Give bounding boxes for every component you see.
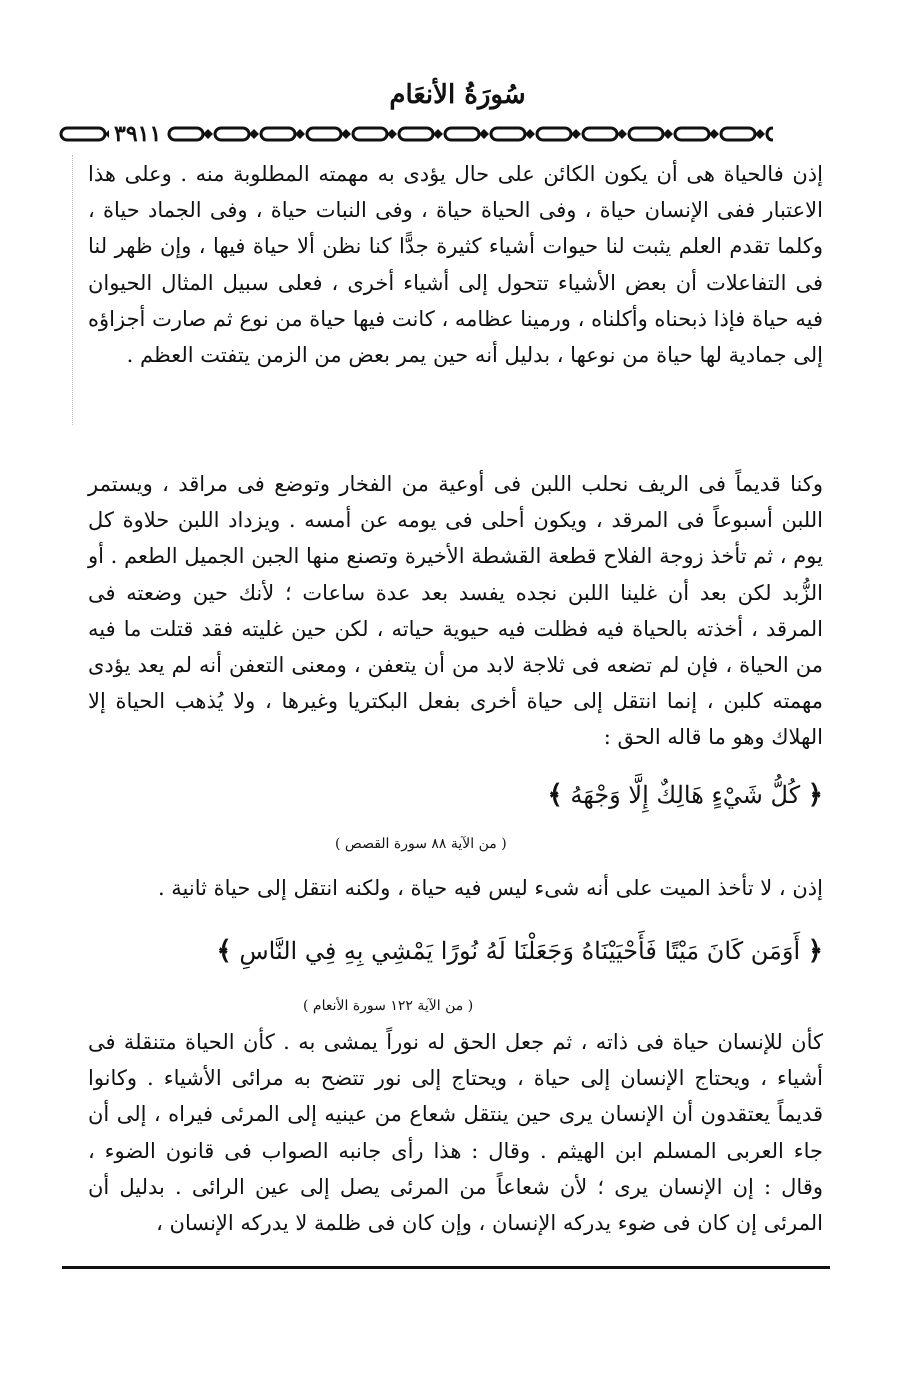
ornament-oval bbox=[261, 128, 295, 140]
verse-reference-2: ( من الآية ١٢٢ سورة الأنعام ) bbox=[303, 998, 474, 1014]
verse-close-bracket: ﴾ bbox=[216, 936, 232, 966]
left-ornament bbox=[58, 123, 110, 145]
ornament-oval bbox=[583, 128, 617, 140]
ornament-diamond bbox=[341, 129, 351, 139]
ornament-diamond bbox=[709, 129, 719, 139]
ornament-oval bbox=[169, 128, 203, 140]
ornament-diamond bbox=[663, 129, 673, 139]
ornament-diamond bbox=[387, 129, 397, 139]
ornament-diamond bbox=[479, 129, 489, 139]
ornament-oval bbox=[353, 128, 387, 140]
verse-open-bracket: ﴿ bbox=[807, 936, 823, 966]
ornament-oval bbox=[307, 128, 341, 140]
ornament-oval bbox=[491, 128, 525, 140]
paragraph-1: إذن فالحياة هى أن يكون الكائن على حال يؤدى به مهمته المطلوبة منه . وعلى هذا الاعتبار ففى الإنسان حياة ، وفى الحياة حياة ، وفى النبات حياة ، وفى الجماد حياة ، وكلما تقدم العلم يثبت لنا حيوات أشياء كثيرة جدًّا كنا نظن ألا حياة فيها ، وإن ظهر لنا فى التفاعلات أن بعض الأشياء تتحول إلى أشياء أخرى ، فعلى سبيل المثال الحيوان فيه حياة فإذا ذبحناه وأكلناه ، ورمينا عظامه ، كانت فيها حياة من نوع ثم صارت أجزاؤه إلى جمادية لها حياة من نوعها ، بدليل أنه حين يمر بعض من الزمن يتفتت العظم . bbox=[88, 162, 823, 368]
ornament-oval bbox=[767, 128, 773, 140]
ornament-oval bbox=[215, 128, 249, 140]
ornament-oval bbox=[675, 128, 709, 140]
ornament-diamond bbox=[617, 129, 627, 139]
right-ornament-chain bbox=[165, 123, 773, 145]
ornament-diamond bbox=[433, 129, 443, 139]
footer-rule bbox=[62, 1266, 830, 1269]
ornament-diamond bbox=[203, 129, 213, 139]
page-number: ٣٩١١ bbox=[114, 121, 162, 147]
ornament-oval bbox=[445, 128, 479, 140]
ornament-oval bbox=[537, 128, 571, 140]
paragraph-4: كأن للإنسان حياة فى ذاته ، ثم جعل الحق له نوراً يمشى به . كأن الحياة متنقلة فى أشياء ، ويحتاج الإنسان إلى حياة ، ويحتاج إلى نور تتضح به مرائى الأشياء . وكانوا قديماً يعتقدون أن الإنسان يرى حين ينتقل شعاع من عينيه إلى المرئى فيراه ، إلى أن جاء العربى المسلم ابن الهيثم . وقال : هذا رأى جانبه الصواب فى قانون الضوء ، وقال : إن الإنسان يرى ؛ لأن شعاعاً من المرئى يصل إلى عين الرائى . بدليل أن المرئى إن كان فى ضوء يدركه الإنسان ، وإن كان فى ظلمة لا يدركه الإنسان ، bbox=[88, 1030, 823, 1236]
verse-text: أَوَمَن كَانَ مَيْتًا فَأَحْيَيْنَاهُ وَجَعَلْنَا لَهُ نُورًا يَمْشِي بِهِ فِي النَّاسِ bbox=[239, 937, 801, 965]
verse-reference-1: ( من الآية ٨٨ سورة القصص ) bbox=[335, 836, 507, 852]
ornament-diamond bbox=[755, 129, 765, 139]
paragraph-3: إذن ، لا تأخذ الميت على أنه شىء ليس فيه حياة ، ولكنه انتقل إلى حياة ثانية . bbox=[157, 876, 823, 900]
ornament-oval bbox=[629, 128, 663, 140]
quran-verse-1 bbox=[548, 782, 823, 808]
ornament-diamond bbox=[249, 129, 259, 139]
margin-dotted-line bbox=[72, 155, 74, 425]
header-ornament-row bbox=[58, 116, 834, 152]
quran-verse-2 bbox=[216, 938, 823, 964]
ornament-oval bbox=[399, 128, 433, 140]
ornament-diamond bbox=[571, 129, 581, 139]
ornament-oval bbox=[721, 128, 755, 140]
verse-close-bracket: ﴾ bbox=[547, 780, 563, 810]
ornament-diamond bbox=[295, 129, 305, 139]
paragraph-2: وكنا قديماً فى الريف نحلب اللبن فى أوعية من الفخار وتوضع فى مراقد ، ويستمر اللبن أسبوعاً فى المرقد ، ويكون أحلى فى يومه عن أمسه . ويزداد اللبن حلاوة كل يوم ، ثم تأخذ زوجة الفلاح قطعة القشطة الأخيرة وتصنع منها الجبن الجميل الطعم . أو الزُّبد لكن بعد أن غلينا اللبن نجده يفسد بعد عدة ساعات ؛ لأنك حين وضعته فى المرقد ، أخذته بالحياة فيه فظلت فيه حيوية حياته ، لكن حين غليته فقد قتلت ما فيه من الحياة ، فإن لم تضعه فى ثلاجة لابد من أن يتعفن ، ومعنى التعفن أنه لم يعد يؤدى مهمته كلبن ، إنما انتقل إلى حياة أخرى بفعل البكتريا وغيرها ، ولا يُذهب الحياة إلا الهلاك وهو ما قاله الحق : bbox=[88, 472, 823, 750]
verse-open-bracket: ﴿ bbox=[807, 780, 823, 810]
surah-title: سُورَةُ الأنعَام bbox=[389, 80, 526, 110]
verse-text: كُلُّ شَيْءٍ هَالِكٌ إِلَّا وَجْهَهُ bbox=[570, 781, 801, 809]
ornament-diamond bbox=[525, 129, 535, 139]
